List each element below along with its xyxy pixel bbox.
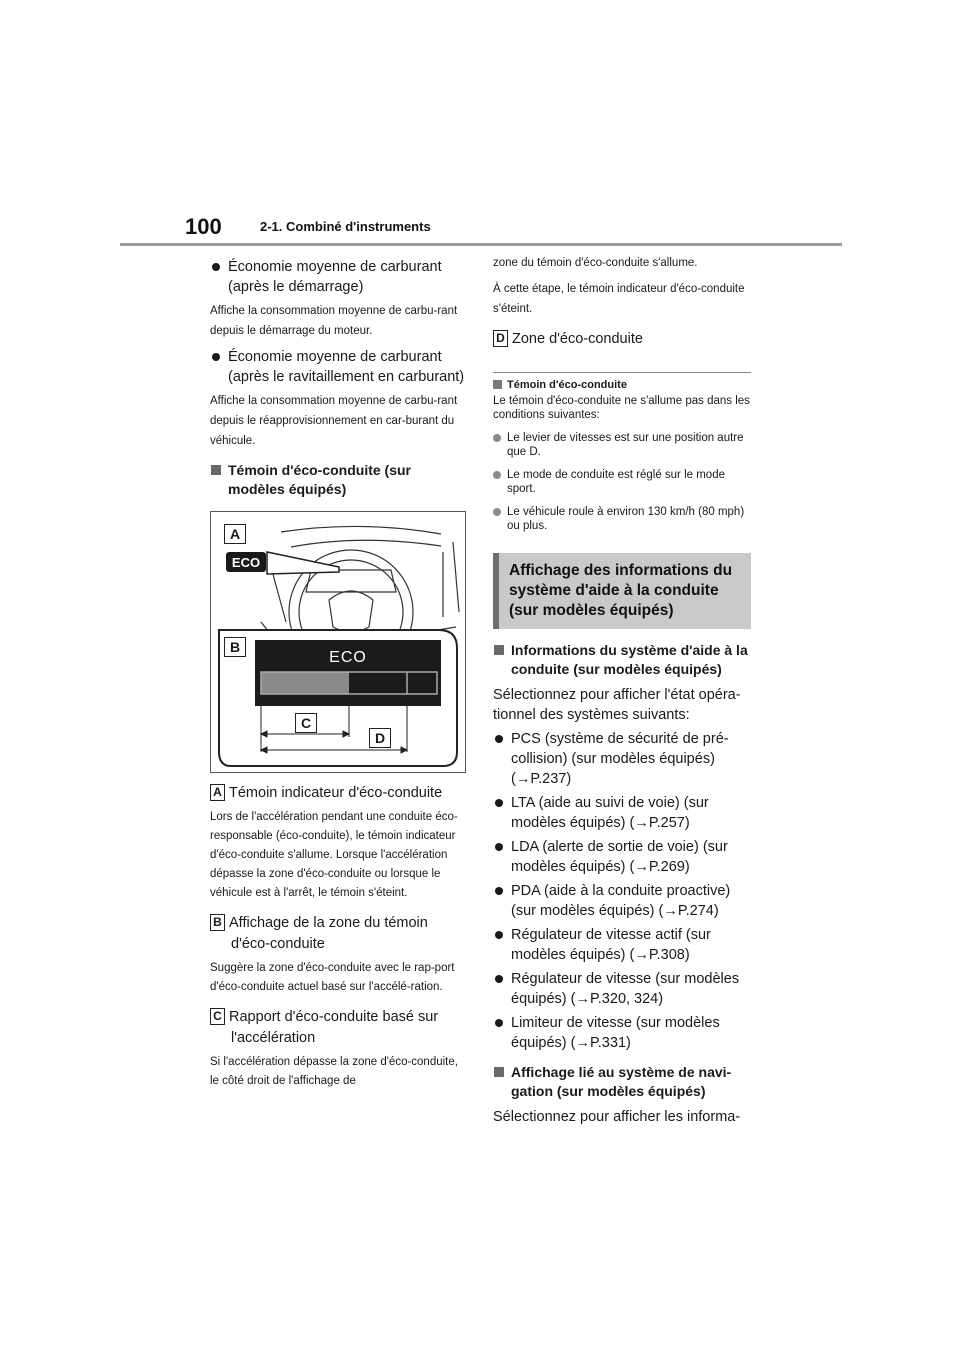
letter-box-d: D [493,330,508,347]
subsection-navigation: Affichage lié au système de navi-gation (sur modèles équipés) [493,1063,751,1101]
diagram-label-d: D [369,728,391,748]
bullet-avg-fuel-start: Économie moyenne de carburant (après le démarrage) [210,257,470,297]
diagram-label-b: B [224,637,246,657]
callout-d [493,329,751,350]
text-avg-fuel-start: Affiche la consommation moyenne de carbu-rant depuis le démarrage du moteur. [210,305,458,337]
left-column [210,253,470,1091]
note-bullet: Le levier de vitesses est sur une position autre que D. [493,431,751,459]
page-number: 100 [185,214,222,239]
callout-c [210,1007,470,1049]
letter-box-c: C [210,1008,225,1025]
callout-b [210,913,470,955]
text-avg-fuel-refuel: Affiche la consommation moyenne de carbu-rant depuis le réapprovisionnement en car-burant du véhicule. [210,395,458,447]
eco-badge: ECO [231,555,261,570]
callout-c-title-2: l'accélération [231,1030,316,1046]
callout-c-text: Si l'accélération dépasse la zone d'éco-conduite, le côté droit de l'affichage de [210,1056,458,1087]
note-bullet: Le mode de conduite est réglé sur le mode sport. [493,468,751,496]
cont-text-2: À cette étape, le témoin indicateur d'éco-conduite s'éteint. [493,283,745,315]
section-header-driving-assist: Affichage des informations du système d'aide à la conduite (sur modèles équipés) [493,553,751,629]
list-item: PDA (aide à la conduite proactive) (sur modèles équipés) (→P.274) [493,881,751,921]
cont-text-1: zone du témoin d'éco-conduite s'allume. [493,257,698,269]
right-column [493,253,751,1127]
list-item: LDA (alerte de sortie de voie) (sur modèles équipés) (→P.269) [493,837,751,877]
eco-diagram [210,511,466,773]
callout-b-title-1: Affichage de la zone du témoin [229,915,428,931]
section-eco-indicator: Témoin d'éco-conduite (sur modèles équipés) [210,461,470,499]
note-intro: Le témoin d'éco-conduite ne s'allume pas dans les conditions suivantes: [493,395,750,421]
callout-c-title-1: Rapport d'éco-conduite basé sur [229,1009,439,1025]
callout-a-text: Lors de l'accélération pendant une conduite éco-responsable (éco-conduite), le témoin indicateur d'éco-conduite s'allume. Lorsque l'accélération dépasse la zone d'éco-conduite ou lorsque le véhicule est à l'arrêt, le témoin s'éteint. [210,811,458,899]
list-item: LTA (aide au suivi de voie) (sur modèles équipés) (→P.257) [493,793,751,833]
list-item: Régulateur de vitesse actif (sur modèles équipés) (→P.308) [493,925,751,965]
diagram-label-c: C [295,713,317,733]
eco-display-text: ECO [329,649,367,666]
list-item: PCS (système de sécurité de pré-collision) (sur modèles équipés) (→P.237) [493,729,751,789]
list-item: Régulateur de vitesse (sur modèles équipés) (→P.320, 324) [493,969,751,1009]
note-title: Témoin d'éco-conduite [493,378,751,392]
callout-d-title: Zone d'éco-conduite [512,331,643,347]
header-rule [120,243,842,246]
bullet-avg-fuel-refuel: Économie moyenne de carburant (après le ravitaillement en carburant) [210,347,470,387]
chapter-title: 2-1. Combiné d'instruments [260,219,431,234]
note-bullet: Le véhicule roule à environ 130 km/h (80 mph) ou plus. [493,505,751,533]
list-item: Limiteur de vitesse (sur modèles équipés) (→P.331) [493,1013,751,1053]
subsection-navigation-text: Sélectionnez pour afficher les informa- [493,1109,741,1125]
callout-b-title-2: d'éco-conduite [231,936,325,952]
dashboard-illustration [211,512,465,772]
note-rule [493,372,751,373]
callout-a-title: Témoin indicateur d'éco-conduite [229,785,443,801]
letter-box-b: B [210,914,225,931]
callout-a [210,783,470,804]
letter-box-a: A [210,784,225,801]
diagram-label-a: A [224,524,246,544]
callout-b-text: Suggère la zone d'éco-conduite avec le rap-port d'éco-conduite actuel basé sur l'accélé-ration. [210,962,455,993]
subsection-driving-assist-text: Sélectionnez pour afficher l'état opéra-tionnel des systèmes suivants: [493,687,741,723]
subsection-driving-assist-info: Informations du système d'aide à la conduite (sur modèles équipés) [493,641,751,679]
